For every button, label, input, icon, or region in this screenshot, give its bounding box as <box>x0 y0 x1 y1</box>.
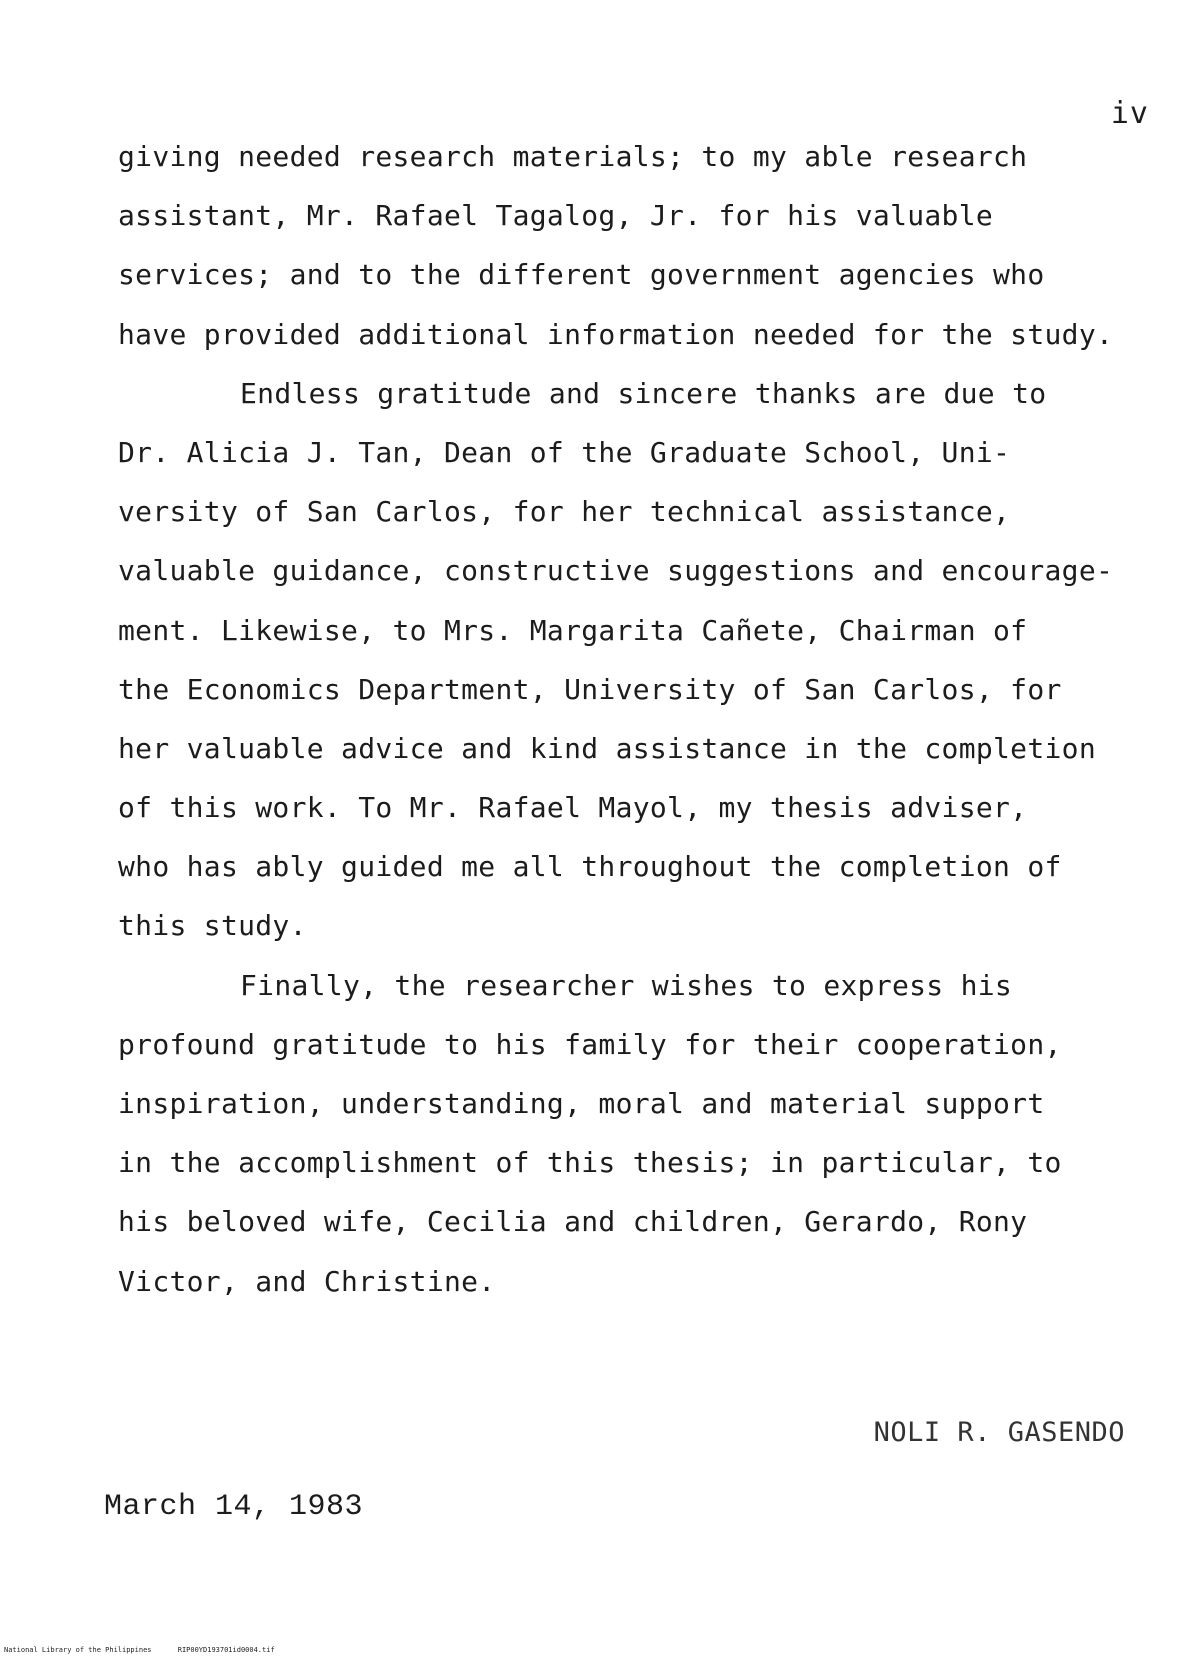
text-line: Finally, the researcher wishes to express his <box>240 968 1013 1002</box>
text-line: services; and to the different government agencies who <box>118 258 1045 292</box>
text-line: who has ably guided me all throughout the completion of <box>118 850 1062 884</box>
text-line: ment. Likewise, to Mrs. Margarita Cañete, Chairman of <box>118 613 1028 647</box>
text-line: inspiration, understanding, moral and material support <box>118 1087 1045 1120</box>
text-line: valuable guidance, constructive suggestions and encourage- <box>118 554 1114 588</box>
text-line: Victor, and Christine. <box>118 1264 496 1298</box>
text-line: Dr. Alicia J. Tan, Dean of the Graduate School, Uni- <box>118 435 1011 469</box>
author-signature: NOLI R. GASENDO <box>873 1417 1125 1448</box>
text-line: have provided additional information needed for the study. <box>118 317 1114 351</box>
text-line: this study. <box>118 909 307 943</box>
text-line: his beloved wife, Cecilia and children, Gerardo, Rony <box>118 1205 1028 1239</box>
text-line: giving needed research materials; to my able research <box>118 140 1028 173</box>
text-line: of this work. To Mr. Rafael Mayol, my thesis adviser, <box>118 791 1028 825</box>
text-line: profound gratitude to his family for their cooperation, <box>118 1027 1062 1061</box>
footer-library: National Library of the Philippines <box>4 1646 152 1654</box>
page-number: iv <box>1110 96 1149 131</box>
text-line: Endless gratitude and sincere thanks are due to <box>240 376 1047 410</box>
text-line: in the accomplishment of this thesis; in particular, to <box>118 1146 1062 1180</box>
footer-file: RIP00YD193701id0004.tif <box>177 1646 275 1654</box>
scan-footer <box>4 1646 275 1654</box>
date: March 14, 1983 <box>104 1490 364 1524</box>
text-line: versity of San Carlos, for her technical assistance, <box>118 495 1011 529</box>
text-line: the Economics Department, University of San Carlos, for <box>118 672 1062 706</box>
text-line: assistant, Mr. Rafael Tagalog, Jr. for his valuable <box>118 199 994 233</box>
acknowledgment-body <box>118 142 1148 1326</box>
text-line: her valuable advice and kind assistance in the completion <box>118 731 1096 765</box>
